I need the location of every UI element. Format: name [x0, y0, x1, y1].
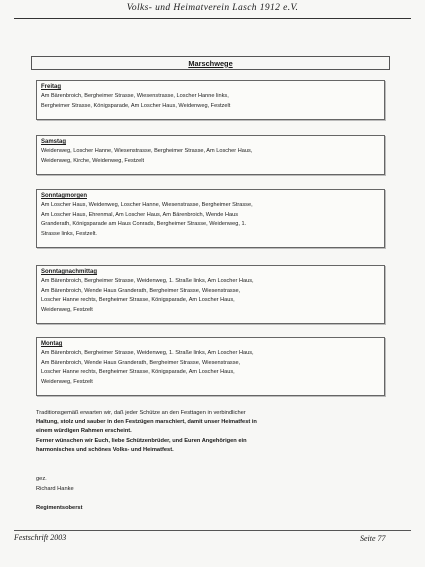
closing-paragraph-1 — [36, 409, 396, 437]
section-sonntagnachmittag — [36, 265, 385, 324]
signatory-name: Richard Hanke — [36, 486, 74, 492]
section-heading: Montag — [41, 341, 63, 347]
signatory-role: Regimentsoberst — [36, 505, 83, 511]
footer-publication: Festschrift 2003 — [14, 533, 67, 542]
section-line: Loscher Hanne rechts, Bergheimer Strasse, Königsparade, Am Loscher Haus, — [41, 297, 235, 303]
section-line: Am Bärenbroich, Wende Haus Granderath, Bergheimer Strasse, Wiesenstrasse, — [41, 359, 241, 366]
section-line: Bergheimer Strasse, Königsparade, Am Loscher Haus, Weidenweg, Festzelt — [41, 102, 231, 109]
paragraph-line: Ferner wünschen wir Euch, liebe Schützenbrüder, und Euren Angehörigen ein — [36, 437, 247, 444]
paragraph-line: harmonisches und schönes Volks- und Heimatfest. — [36, 446, 174, 453]
header-divider — [14, 18, 411, 19]
section-heading: Sonntagmorgen — [41, 193, 87, 199]
section-freitag — [36, 80, 385, 120]
section-line: Am Bärenbroich, Bergheimer Strasse, Wiesenstrasse, Loscher Hanne links, — [41, 93, 229, 99]
section-line: Loscher Hanne rechts, Bergheimer Strasse, Königsparade, Am Loscher Haus, — [41, 369, 235, 375]
paragraph-line: einem würdigen Rahmen erscheint. — [36, 428, 132, 435]
section-montag — [36, 337, 385, 396]
page-number: Seite 77 — [360, 534, 386, 543]
page-title: Marschwege — [188, 58, 233, 68]
section-line: Am Bärenbroich, Bergheimer Strasse, Weidenweg, 1. Straße links, Am Loscher Haus, — [41, 350, 254, 356]
section-line: Weidenweg, Festzelt — [41, 378, 93, 385]
section-line: Weidenweg, Kirche, Weidenweg, Festzelt — [41, 157, 145, 164]
section-line: Am Loscher Haus, Ehrenmal, Am Loscher Haus, Am Bärenbroich, Wende Haus — [41, 211, 239, 218]
section-line: Am Bärenbroich, Wende Haus Granderath, Bergheimer Strasse, Wiesenstrasse, — [41, 287, 241, 294]
greeting: gez. — [36, 476, 47, 482]
paragraph-line: Haltung, stolz und sauber in den Festzügen marschiert, damit unser Heimatfest in — [36, 419, 257, 426]
closing-paragraph-2 — [36, 437, 396, 455]
section-line: Weidenweg, Loscher Hanne, Wiesenstrasse, Bergheimer Strasse, Am Loscher Haus, — [41, 148, 253, 154]
paragraph-line: Traditionsgemäß erwarten wir, daß jeder Schütze an den Festtagen in verbindlicher — [36, 410, 246, 416]
section-line: Granderath, Königsparade am Haus Conrads, Bergheimer Strasse, Weidenweg, 1. — [41, 221, 247, 227]
section-heading: Freitag — [41, 84, 62, 90]
section-line: Am Bärenbroich, Bergheimer Strasse, Weidenweg, 1. Straße links, Am Loscher Haus, — [41, 278, 254, 284]
section-line: Weidenweg, Festzelt — [41, 306, 93, 313]
section-heading: Samstag — [41, 139, 67, 145]
title-box — [31, 56, 390, 70]
closing-text — [36, 409, 396, 455]
section-heading: Sonntagnachmittag — [41, 269, 98, 275]
section-sonntagmorgen — [36, 189, 385, 248]
footer-divider — [14, 530, 411, 531]
section-samstag — [36, 135, 385, 175]
section-line: Strasse links, Festzelt. — [41, 230, 97, 237]
section-line: Am Loscher Haus, Weidenweg, Loscher Hanne, Wiesenstrasse, Bergheimer Strasse, — [41, 202, 253, 208]
header-title: Volks- und Heimatverein Lasch 1912 e.V. — [126, 3, 299, 13]
